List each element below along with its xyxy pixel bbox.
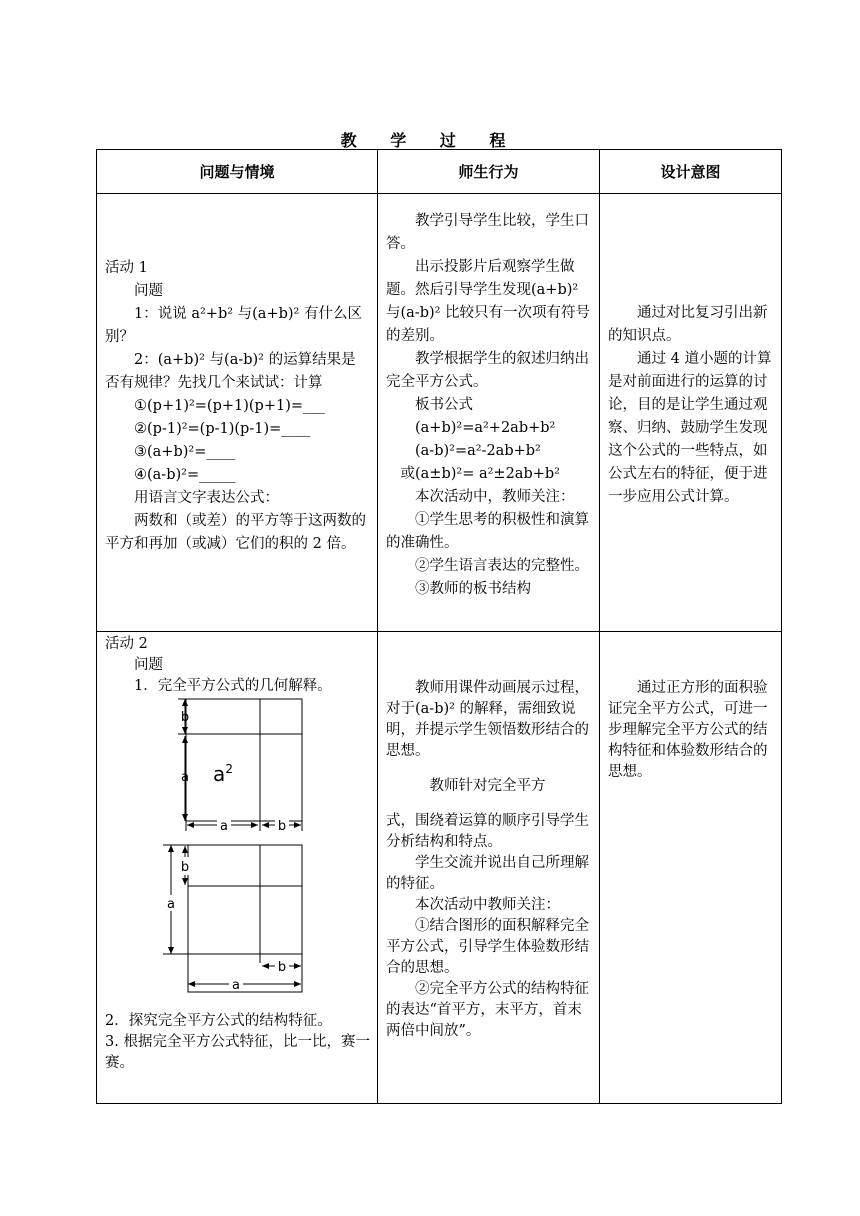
behavior-para: ③教师的板书结构: [415, 581, 531, 597]
label-a: a: [181, 770, 189, 785]
intent-para: 通过正方形的面积验证完全平方公式，可进一步理解完全平方公式的结构特征和体验数形结合的思想。: [608, 680, 768, 780]
activity2-sub: 问题: [134, 657, 163, 673]
activity2-item1: 1．完全平方公式的几何解释。: [134, 678, 332, 694]
activity1-q1: 1：说说 a²+b² 与(a+b)² 有什么区别？: [105, 306, 362, 345]
calc-item: ①(p+1)²=(p+1)(p+1)=___: [134, 398, 325, 414]
activity1-behavior-cell: [378, 194, 600, 632]
label-b: b: [180, 860, 190, 875]
behavior-para: 教师针对完全平方: [429, 778, 546, 794]
label-b: b: [180, 710, 190, 725]
activity1-heading: 活动 1: [105, 260, 148, 276]
activity2-item3: 3. 根据完全平方公式特征，比一比，赛一赛。: [105, 1034, 370, 1071]
behavior-para: 教师用课件动画展示过程，对于(a-b)² 的解释，需细致说明，并提示学生领悟数形结合的思想。: [386, 680, 589, 759]
behavior-para: 出示投影片后观察学生做题。然后引导学生发现(a+b)² 与(a-b)² 比较只有一次项有符号的差别。: [386, 259, 591, 344]
label-a: a: [220, 819, 228, 834]
activity1-sub: 问题: [134, 283, 163, 299]
label-b: b: [277, 819, 287, 834]
behavior-para: 教学引导学生比较，学生口答。: [386, 213, 589, 252]
formula-line: (a+b)²=a²+2ab+b²: [415, 420, 556, 436]
label-a: a: [232, 978, 240, 993]
header-intent: 设计意图: [600, 150, 782, 194]
behavior-para: 本次活动中，教师关注：: [415, 489, 575, 505]
geometric-figure-1: [105, 697, 365, 837]
activity1-row: [97, 194, 782, 632]
label-a: a: [167, 897, 175, 912]
behavior-para: 式，围绕着运算的顺序引导学生分析结构和特点。: [386, 813, 589, 850]
activity1-q2: 2：(a+b)² 与(a-b)² 的运算结果是否有规律？先找几个来试试：计算: [105, 352, 356, 391]
activity1-intent-cell: [600, 194, 782, 632]
activity1-problem-cell: [97, 194, 378, 632]
intent-para: 通过 4 道小题的计算是对前面进行的运算的讨论，目的是让学生通过观察、归纳、鼓励学生发现这个公式的一些特点，如公式左右的特征，便于进一步应用公式计算。: [608, 351, 772, 505]
label-a-squared: $a^2$: [213, 762, 233, 786]
calc-item: ②(p-1)²=(p-1)(p-1)=____: [134, 421, 311, 437]
behavior-para: ①学生思考的积极性和演算的准确性。: [386, 512, 589, 551]
activity2-heading: 活动 2: [105, 636, 148, 652]
calc-item: ④(a-b)²=_____: [134, 467, 236, 483]
behavior-para: 板书公式: [415, 397, 473, 413]
behavior-para: 本次活动中教师关注：: [415, 897, 560, 913]
header-behavior: 师生行为: [378, 150, 600, 194]
geometric-figure-2: [105, 843, 365, 1001]
behavior-para: ①结合图形的面积解释完全平方公式，引导学生体验数形结合的思想。: [386, 918, 589, 976]
header-row: [97, 150, 782, 194]
header-problem: 问题与情境: [97, 150, 378, 194]
label-b: b: [277, 960, 287, 975]
activity1-statement: 两数和（或差）的平方等于这两数的平方和再加（或减）它们的积的 2 倍。: [105, 513, 366, 552]
activity2-row: [97, 632, 782, 1104]
behavior-para: 学生交流并说出自己所理解的特征。: [386, 855, 589, 892]
activity2-problem-cell: [97, 632, 378, 1104]
behavior-para: ②完全平方公式的结构特征的表达“首平方，末平方，首末两倍中间放”。: [386, 981, 589, 1039]
behavior-para: 教学根据学生的叙述归纳出完全平方公式。: [386, 351, 589, 390]
activity2-behavior-cell: [378, 632, 600, 1104]
activity1-express: 用语言文字表达公式：: [134, 490, 279, 506]
formula-line: 或(a±b)²= a²±2ab+b²: [400, 466, 560, 482]
formula-line: (a-b)²=a²-2ab+b²: [415, 443, 541, 459]
activity2-item2: 2．探究完全平方公式的结构特征。: [105, 1013, 332, 1029]
activity2-intent-cell: [600, 632, 782, 1104]
lesson-table: [96, 149, 782, 1104]
intent-para: 通过对比复习引出新的知识点。: [608, 305, 768, 344]
calc-item: ③(a+b)²=____: [134, 444, 236, 460]
page-title: 教 学 过 程: [340, 131, 520, 150]
behavior-para: ②学生语言表达的完整性。: [415, 558, 589, 574]
